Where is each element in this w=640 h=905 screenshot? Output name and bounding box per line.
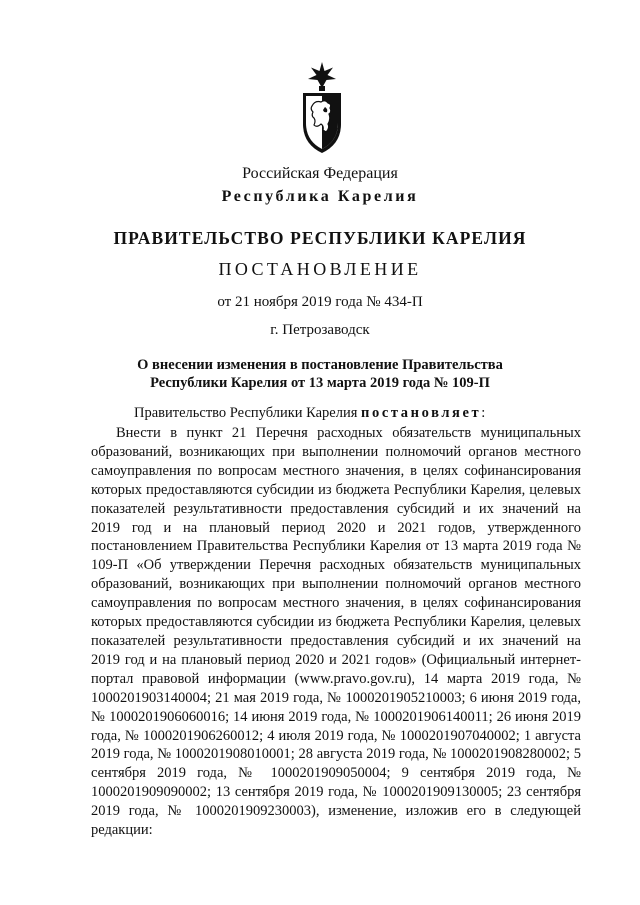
decree-subject (0, 356, 640, 392)
government-title: ПРАВИТЕЛЬСТВО РЕСПУБЛИКИ КАРЕЛИЯ (113, 228, 527, 248)
karelia-coat-of-arms-icon (299, 62, 345, 154)
country-name: Российская Федерация (242, 165, 398, 182)
decree-date-number: от 21 ноября 2019 года № 434-П (217, 294, 423, 310)
decree-type: ПОСТАНОВЛЕНИЕ (218, 259, 422, 279)
preamble-trail: : (481, 405, 486, 421)
preamble-lead: Правительство Республики Карелия (134, 405, 362, 421)
city-name: г. Петрозаводск (270, 322, 370, 338)
subject-line-1: О внесении изменения в постановление Правительства (137, 357, 503, 373)
subject-line-2: Республики Карелия от 13 марта 2019 года № 109-П (150, 375, 490, 391)
body-paragraph: Внести в пункт 21 Перечня расходных обязательств муниципальных образований, возникающих при выполнении полномочий органов местного самоуправления по вопросам местного значения, в целях софинансирования которых предоставляются субсидии из бюджета Республики Карелия, целевых показателей результативности предоставления субсидий и их значений на 2019 год и на плановый период 2020 и 2021 годов, утвержденного постановлением Правительства Республики Карелия от 13 марта 2019 года № 109-П «Об утверждении Перечня расходных обязательств муниципальных образований, возникающих при выполнении полномочий органов местного самоуправления по вопросам местного значения, в целях софинансирования которых предоставляются субсидии из бюджета Республики Карелия, целевых показателей результативности предоставления субсидий и их значений на 2019 год и на плановый период 2020 и 2021 годов» (Официальный интернет-портал правовой информации (www.pravo.gov.ru), 14 марта 2019 года, № 1000201903140004; 21 мая 2019 года, № 1000201905210003; 6 июня 2019 года, № 1000201906060016; 14 июня 2019 года, № 1000201906140011; 26 июня 2019 года, № 1000201906260012; 4 июля 2019 года, № 1000201907040002; 1 августа 2019 года, № 1000201908010001; 28 августа 2019 года, № 1000201908280002; 5 сентября 2019 года, № 1000201909050004; 9 сентября 2019 года, № 1000201909090002; 13 сентября 2019 года, № 1000201909130005; 23 сентября 2019 года, № 1000201909230003), изменение, изложив его в следующей редакции: (91, 425, 581, 839)
preamble (134, 405, 485, 422)
republic-name: Республика Карелия (221, 188, 419, 205)
preamble-verb: постановляет (361, 405, 482, 421)
